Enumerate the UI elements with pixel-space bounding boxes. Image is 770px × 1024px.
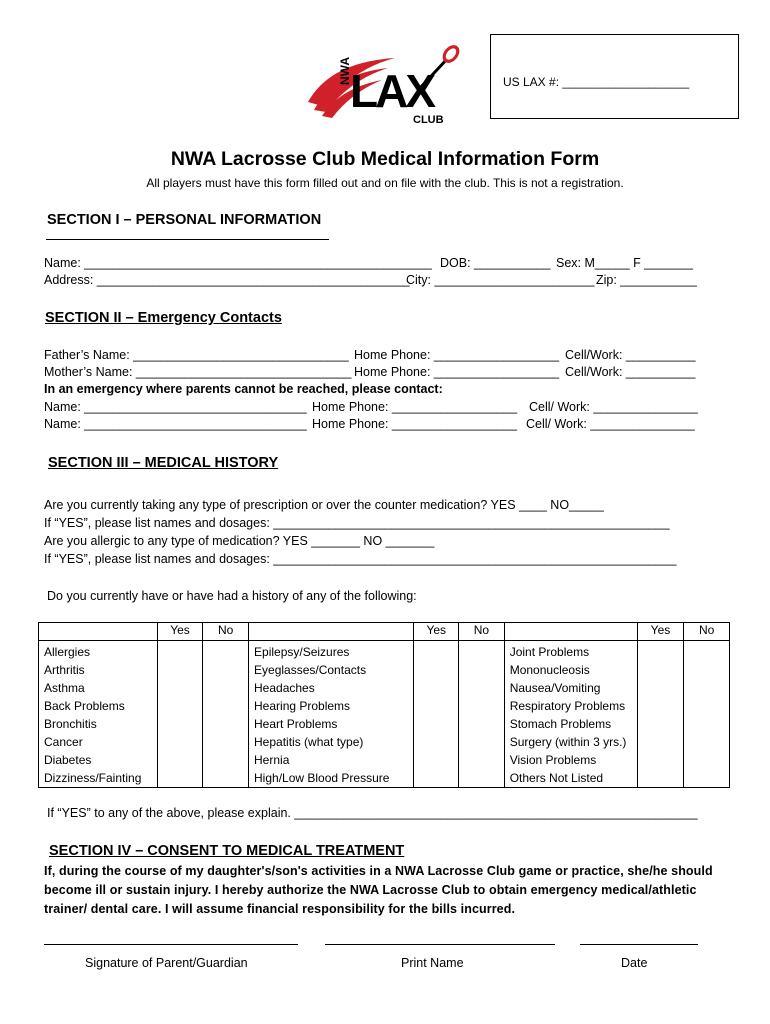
list-item: Arthritis <box>44 663 85 677</box>
contact-2-cell-field[interactable]: Cell/ Work: _______________ <box>526 417 695 431</box>
list-item: Vision Problems <box>509 753 597 767</box>
logo-nwa-text: NWA <box>338 57 352 85</box>
section-4-heading: SECTION IV – CONSENT TO MEDICAL TREATMENT <box>49 843 405 859</box>
club-logo <box>300 40 465 135</box>
mother-home-phone-field[interactable]: Home Phone: __________________ <box>354 365 560 379</box>
col2-no-header: No <box>459 623 505 641</box>
list-item: Surgery (within 3 yrs.) <box>509 735 627 749</box>
col3-yes-header: Yes <box>637 623 684 641</box>
list-item: Others Not Listed <box>509 771 604 785</box>
zip-field[interactable]: Zip: ___________ <box>596 273 697 287</box>
city-field[interactable]: City: _______________________ <box>406 273 595 287</box>
consent-text: If, during the course of my daughter's/son's activities in a NWA Lacrosse Club game or practice, she/he should become ill or sustain injury. I hereby authorize the NWA Lacrosse Club to obtain emergency medical/athletic trainer/ dental care. I will assume financial responsibility for the bills incurred. <box>44 864 713 916</box>
col3-no-cell[interactable] <box>684 641 730 788</box>
list-item: Hearing Problems <box>254 699 351 713</box>
list-item: Eyeglasses/Contacts <box>254 663 367 677</box>
parent-signature-label: Signature of Parent/Guardian <box>85 956 248 970</box>
col2-no-cell[interactable] <box>459 641 505 788</box>
date-label: Date <box>621 956 648 970</box>
condition-list-2 <box>249 641 414 788</box>
date-line[interactable] <box>580 944 698 945</box>
uslax-number-box[interactable] <box>490 34 739 119</box>
section-1-heading: SECTION I – PERSONAL INFORMATION <box>47 212 322 228</box>
explain-field[interactable]: If “YES” to any of the above, please explain. __________________________________________________________ <box>47 806 698 820</box>
col1-yes-header: Yes <box>157 623 203 641</box>
condition-list-1 <box>39 641 158 788</box>
contact-1-home-phone-field[interactable]: Home Phone: __________________ <box>312 400 518 414</box>
logo-club-text: CLUB <box>413 114 444 126</box>
col3-no-header: No <box>684 623 730 641</box>
list-item: Nausea/Vomiting <box>509 681 601 695</box>
allergy-question[interactable]: Are you allergic to any type of medication? YES _______ NO _______ <box>44 534 435 548</box>
mother-cell-field[interactable]: Cell/Work: __________ <box>565 365 696 379</box>
list-item: High/Low Blood Pressure <box>254 771 390 785</box>
list-item: Mononucleosis <box>509 663 590 677</box>
list-item: Dizziness/Fainting <box>44 771 142 785</box>
print-name-label: Print Name <box>401 956 464 970</box>
list-item: Epilepsy/Seizures <box>254 645 350 659</box>
col1-no-header: No <box>203 623 249 641</box>
section-3-heading: SECTION III – MEDICAL HISTORY <box>48 455 279 471</box>
uslax-label: US LAX #: ___________________ <box>503 75 690 89</box>
col1-yes-cell[interactable] <box>157 641 203 788</box>
medication-list-field[interactable]: If “YES”, please list names and dosages: _________________________________________________________ <box>44 516 670 530</box>
list-item: Asthma <box>44 681 85 695</box>
history-prompt: Do you currently have or have had a history of any of the following: <box>47 589 417 603</box>
print-name-line[interactable] <box>325 944 555 945</box>
sex-field[interactable]: Sex: M_____ F _______ <box>556 256 693 270</box>
contact-2-home-phone-field[interactable]: Home Phone: __________________ <box>312 417 518 431</box>
col2-yes-header: Yes <box>414 623 459 641</box>
list-item: Headaches <box>254 681 315 695</box>
condition-list-3 <box>504 641 637 788</box>
col3-yes-cell[interactable] <box>637 641 684 788</box>
name-field[interactable]: Name: __________________________________________________ <box>44 256 432 270</box>
emergency-note: In an emergency where parents cannot be reached, please contact: <box>44 382 443 396</box>
contact-1-cell-field[interactable]: Cell/ Work: _______________ <box>529 400 698 414</box>
list-item: Cancer <box>44 735 83 749</box>
parent-signature-line[interactable] <box>44 944 298 945</box>
section-1-underline <box>46 239 329 240</box>
contact-1-name-field[interactable]: Name: ________________________________ <box>44 400 307 414</box>
section-2-heading: SECTION II – Emergency Contacts <box>45 310 282 326</box>
list-item: Hepatitis (what type) <box>254 735 364 749</box>
list-item: Joint Problems <box>509 645 590 659</box>
list-item: Stomach Problems <box>509 717 612 731</box>
list-item: Heart Problems <box>254 717 338 731</box>
list-item: Back Problems <box>44 699 125 713</box>
col1-no-cell[interactable] <box>203 641 249 788</box>
father-name-field[interactable]: Father’s Name: _______________________________ <box>44 348 349 362</box>
logo-lax-text: LAX <box>350 65 433 117</box>
list-item: Diabetes <box>44 753 92 767</box>
medical-history-table <box>38 622 730 788</box>
list-item: Bronchitis <box>44 717 97 731</box>
page-title: NWA Lacrosse Club Medical Information Form <box>170 148 600 170</box>
dob-field[interactable]: DOB: ___________ <box>440 256 551 270</box>
mother-name-field[interactable]: Mother’s Name: _______________________________ <box>44 365 352 379</box>
allergy-list-field[interactable]: If “YES”, please list names and dosages: __________________________________________________________ <box>44 552 677 566</box>
father-cell-field[interactable]: Cell/Work: __________ <box>565 348 696 362</box>
address-field[interactable]: Address: _____________________________________________ <box>44 273 410 287</box>
list-item: Hernia <box>254 753 290 767</box>
list-item: Respiratory Problems <box>509 699 626 713</box>
contact-2-name-field[interactable]: Name: ________________________________ <box>44 417 307 431</box>
page-subtitle: All players must have this form filled out and on file with the club. This is not a registration. <box>146 176 624 190</box>
list-item: Allergies <box>44 645 91 659</box>
father-home-phone-field[interactable]: Home Phone: __________________ <box>354 348 560 362</box>
col2-yes-cell[interactable] <box>414 641 459 788</box>
medication-question[interactable]: Are you currently taking any type of prescription or over the counter medication? YES ____ NO_____ <box>44 498 604 512</box>
